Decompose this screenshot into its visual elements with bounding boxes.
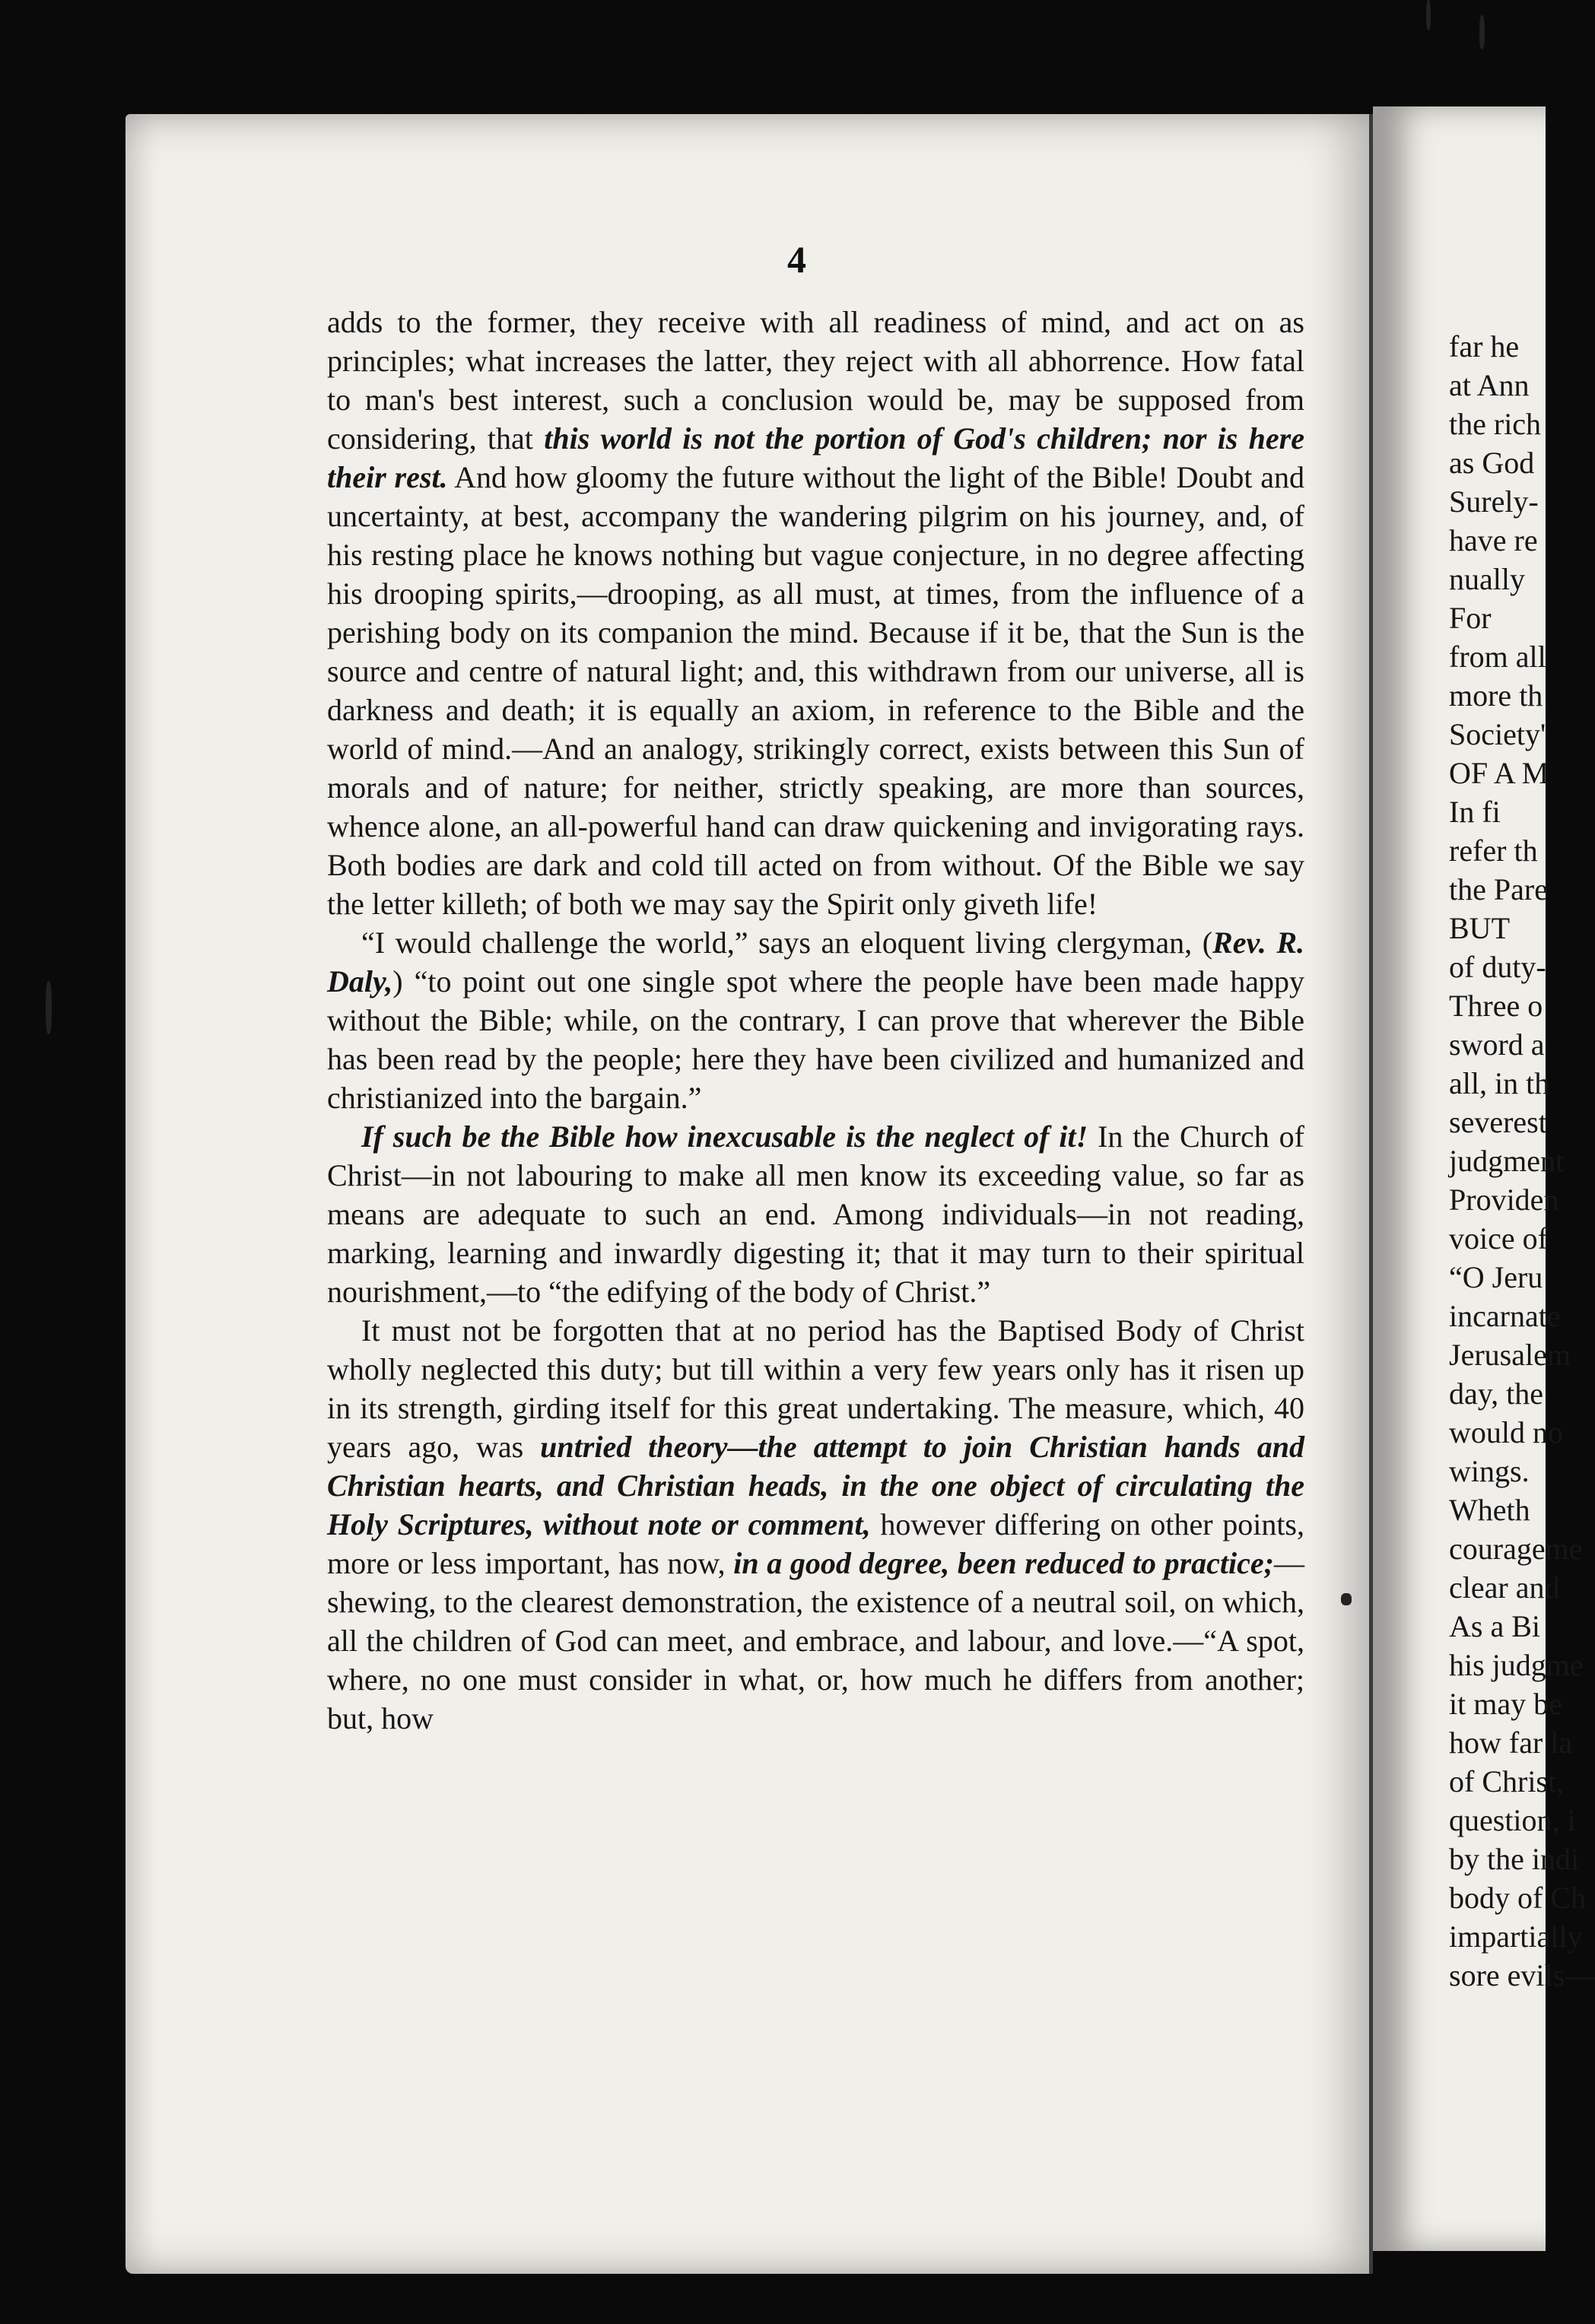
facing-page-line: Three o xyxy=(1449,989,1543,1023)
facing-page-line: wings. xyxy=(1449,1454,1530,1488)
facing-page-line: day, the xyxy=(1449,1376,1544,1411)
facing-page-line: Society' xyxy=(1449,717,1546,751)
facing-page-line: sword a xyxy=(1449,1027,1545,1062)
facing-page-line: the rich xyxy=(1449,407,1542,441)
facing-page-line: voice of xyxy=(1449,1221,1548,1256)
scan-mark xyxy=(46,981,52,1034)
page-number: 4 xyxy=(787,238,806,281)
facing-page-line: In fi xyxy=(1449,795,1501,829)
emphasis-text: this world is not the portion of God's children; nor is here their rest. xyxy=(327,421,1304,494)
text-run: however differing on other points, more or less important, has now, xyxy=(327,1507,1304,1580)
facing-page-line: incarnate xyxy=(1449,1299,1561,1333)
facing-page-line: would no xyxy=(1449,1415,1563,1449)
facing-page-text xyxy=(1449,327,1595,1995)
emphasis-text: untried theory—the attempt to join Christian hands and Christian hearts, and Christian heads, in the one object of circulating the Holy Scriptures, without note or comment, xyxy=(327,1430,1305,1541)
facing-page-line: far he xyxy=(1449,329,1520,364)
facing-page-line: Jerusalem xyxy=(1449,1338,1571,1372)
emphasis-text: Rev. R. Daly, xyxy=(327,925,1304,998)
facing-page-line: impartially xyxy=(1449,1919,1583,1954)
text-run: It must not be forgotten that at no period has the Baptised Body of Christ wholly neglected this duty; but till within a very few years only has it risen up in its strength, girding itself for this great undertaking. The measure, which, 40 years ago, was xyxy=(327,1313,1304,1464)
text-run: “I would challenge the world,” says an eloquent living clergyman, ( xyxy=(361,925,1213,960)
facing-page-line: OF A M xyxy=(1449,756,1549,790)
facing-page-line: “O Jeru xyxy=(1449,1260,1543,1294)
text-run: And how gloomy the future without the light of the Bible! Doubt and uncertainty, at best, accompany the wandering pilgrim on his journey, and, of his resting place he knows nothing but vague conjecture, in no degree affecting his drooping spirits,—drooping, as all must, at times, from the influence of a perishing body on its companion the mind. Because if it be, that the Sun is the source and centre of natural light; and, this withdrawn from our universe, all is darkness and death; it is equally an axiom, in reference to the Bible and the world of mind.—And an analogy, strikingly correct, exists between this Sun of morals and of nature; for neither, strictly speaking, are more than sources, whence alone, an all-powerful hand can draw quickening and invigorating rays. Both bodies are dark and cold till acted on from without. Of the Bible we say the letter killeth; of both we may say the Spirit only giveth life! xyxy=(327,460,1304,921)
facing-page-line: judgment xyxy=(1449,1144,1565,1178)
scan-mark xyxy=(1426,0,1431,30)
text-run: ) “to point out one single spot where the people have been made happy without the Bible; while, on the contrary, I can prove that wherever the Bible has been read by the people; here they have been civilized and humanized and christianized into the bargain.” xyxy=(327,964,1304,1115)
facing-page-line: from all xyxy=(1449,640,1546,674)
paragraph xyxy=(327,1117,1304,1311)
facing-page-line: of duty- xyxy=(1449,950,1546,984)
facing-page-line: clear and xyxy=(1449,1570,1560,1605)
facing-page-line: have re xyxy=(1449,523,1538,557)
facing-page-line: courageme xyxy=(1449,1532,1583,1566)
text-run: In the Church of Christ—in not labouring to make all men know its exceeding value, so far as means are adequate to such an end. Among individuals—in not reading, marking, learning and inwardly digesting it; that it may turn to their spiritual nourishment,—to “the edifying of the body of Christ.” xyxy=(327,1119,1305,1309)
scan-mark xyxy=(1479,15,1485,49)
paragraph xyxy=(327,923,1304,1117)
emphasis-text: If such be the Bible how inexcusable is the neglect of it! xyxy=(361,1119,1088,1154)
facing-page-line: BUT xyxy=(1449,911,1510,945)
facing-page-line: body of Ch xyxy=(1449,1881,1586,1915)
facing-page-line: more th xyxy=(1449,678,1543,713)
facing-page-line: it may be xyxy=(1449,1687,1562,1721)
facing-page-line: refer th xyxy=(1449,833,1538,868)
facing-page-line: Providen xyxy=(1449,1183,1559,1217)
facing-page-line: all, in th xyxy=(1449,1066,1550,1100)
scan-mark xyxy=(1341,1593,1352,1605)
facing-page-line: nually xyxy=(1449,562,1525,596)
facing-page-line: his judgme xyxy=(1449,1648,1584,1682)
page-body xyxy=(327,303,1304,1738)
facing-page-line: question, i xyxy=(1449,1803,1576,1837)
paragraph xyxy=(327,303,1304,923)
emphasis-text: in a good degree, been reduced to practice; xyxy=(733,1546,1274,1580)
text-run: adds to the former, they receive with all readiness of mind, and act on as principles; what increases the latter, they reject with all abhorrence. How fatal to man's best interest, such a conclusion would be, may be supposed from considering, that xyxy=(327,305,1304,456)
facing-page-line: at Ann xyxy=(1449,368,1530,402)
facing-page-line: how far la xyxy=(1449,1726,1573,1760)
facing-page-line: Wheth xyxy=(1449,1493,1530,1527)
facing-page-line: the Pare xyxy=(1449,872,1548,906)
facing-page-line: by the indi xyxy=(1449,1842,1580,1876)
facing-page-line: of Christ, xyxy=(1449,1764,1565,1799)
facing-page-line: sore evils— xyxy=(1449,1958,1595,1992)
facing-page-line: For xyxy=(1449,601,1492,635)
paragraph xyxy=(327,1311,1304,1738)
facing-page-line: Surely- xyxy=(1449,484,1539,519)
facing-page-line: severest xyxy=(1449,1105,1547,1139)
facing-page-line: as God xyxy=(1449,446,1535,480)
facing-page-line: As a Bi xyxy=(1449,1609,1540,1643)
text-run: —shewing, to the clearest demonstration, the existence of a neutral soil, on which, all the children of God can meet, and embrace, and labour, and love.—“A spot, where, no one must consider in what, or, how much he differs from another; but, how xyxy=(327,1546,1304,1735)
